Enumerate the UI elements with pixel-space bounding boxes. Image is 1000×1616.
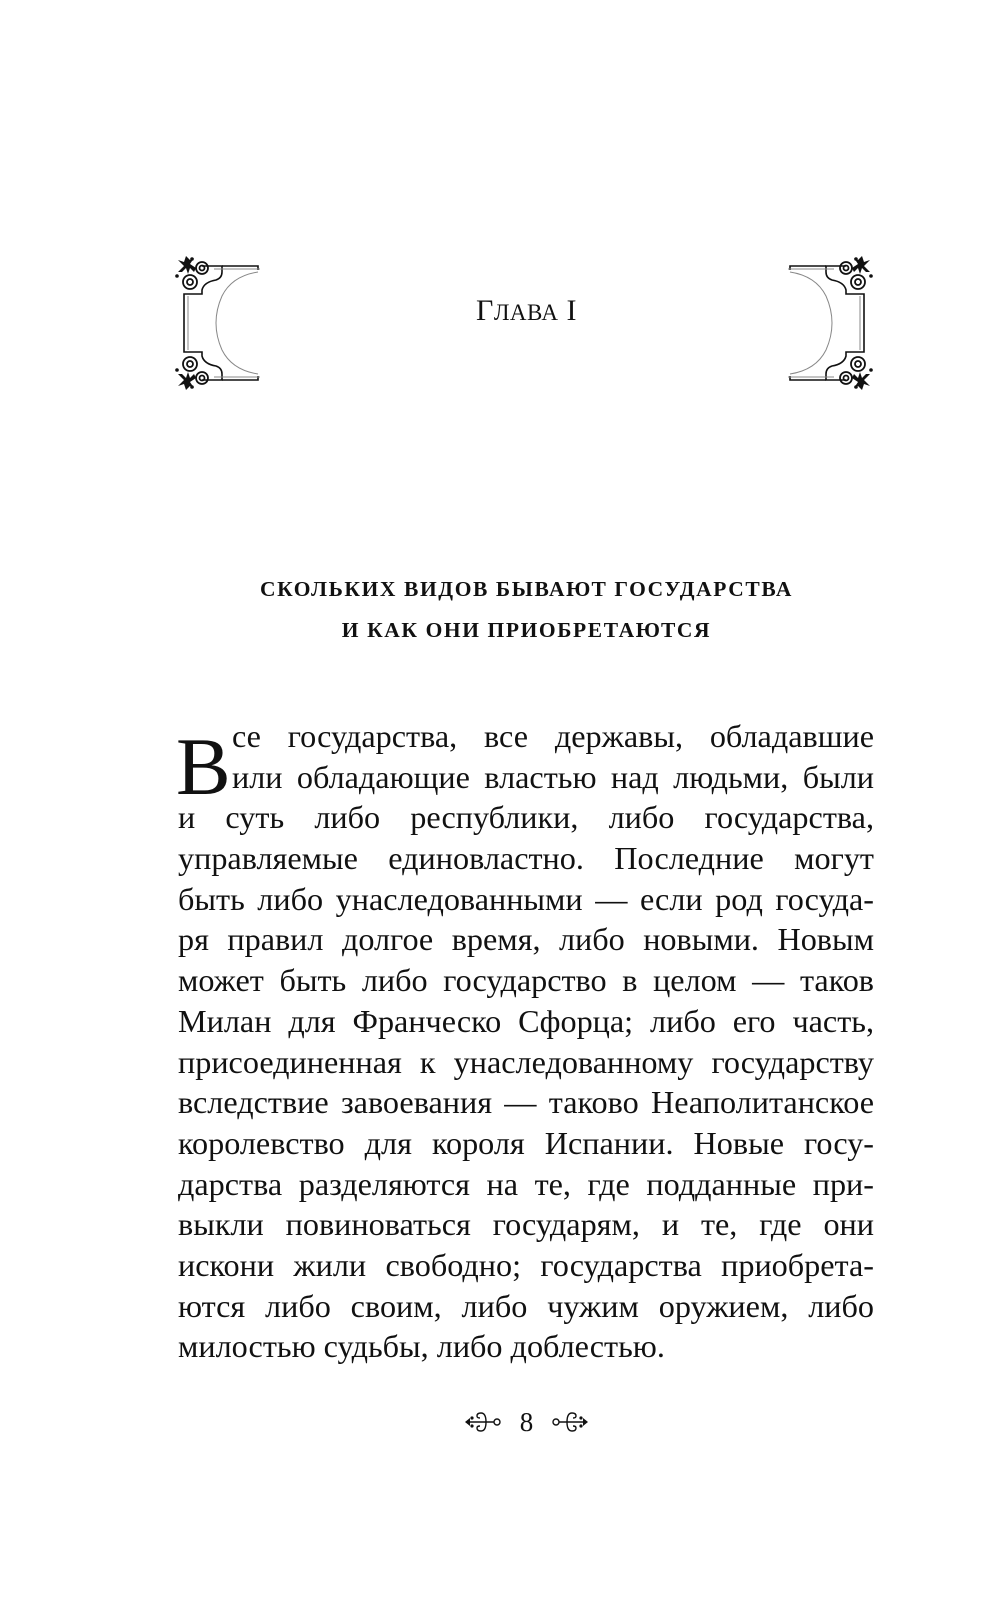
body-line: управляемые единовластно. Последние могут <box>178 840 874 877</box>
body-line: вследствие завоевания — таково Неаполитанское <box>178 1084 874 1121</box>
chapter-title <box>0 293 1000 331</box>
page-footer <box>0 1404 1000 1444</box>
fleuron-left-icon <box>464 1407 502 1437</box>
body-line: королевство для короля Испании. Новые госу- <box>178 1124 874 1161</box>
body-paragraph <box>178 716 874 1367</box>
body-line: ря правил долгое время, либо новыми. Новым <box>178 921 874 958</box>
body-line: се государства, все державы, обладавшие <box>232 718 874 754</box>
chapter-title-word: ЛАВА <box>493 300 559 325</box>
body-line: милостью судьбы, либо доблестью. <box>178 1328 665 1365</box>
body-line: выкли повиноваться государям, и те, где они <box>178 1206 874 1243</box>
page-number: 8 <box>519 1407 534 1437</box>
body-line: может быть либо государство в целом — таков <box>178 962 874 999</box>
body-line: Милан для Франческо Сфорца; либо его часть, <box>178 1002 874 1039</box>
chapter-title-initial: Г <box>475 294 494 327</box>
body-line: и суть либо республики, либо государства, <box>178 799 874 836</box>
chapter-heading-line-1: СКОЛЬКИХ ВИДОВ БЫВАЮТ ГОСУДАРСТВА <box>259 577 794 601</box>
body-line: присоединенная к унаследованному государству <box>178 1043 874 1080</box>
body-line: искони жили свободно; государства приобрета- <box>178 1246 874 1283</box>
drop-cap: В <box>176 721 231 812</box>
body-line: быть либо унаследованными — если род госуда- <box>178 880 874 917</box>
chapter-heading-line-2: И КАК ОНИ ПРИОБРЕТАЮТСЯ <box>341 618 712 642</box>
chapter-number: I <box>566 294 578 327</box>
body-line: ются либо своим, либо чужим оружием, либо <box>178 1287 874 1324</box>
body-line: дарства разделяются на те, где подданные при- <box>178 1165 874 1202</box>
fleuron-right-icon <box>551 1407 589 1437</box>
body-line: или обладающие властью над людьми, были <box>232 758 874 795</box>
